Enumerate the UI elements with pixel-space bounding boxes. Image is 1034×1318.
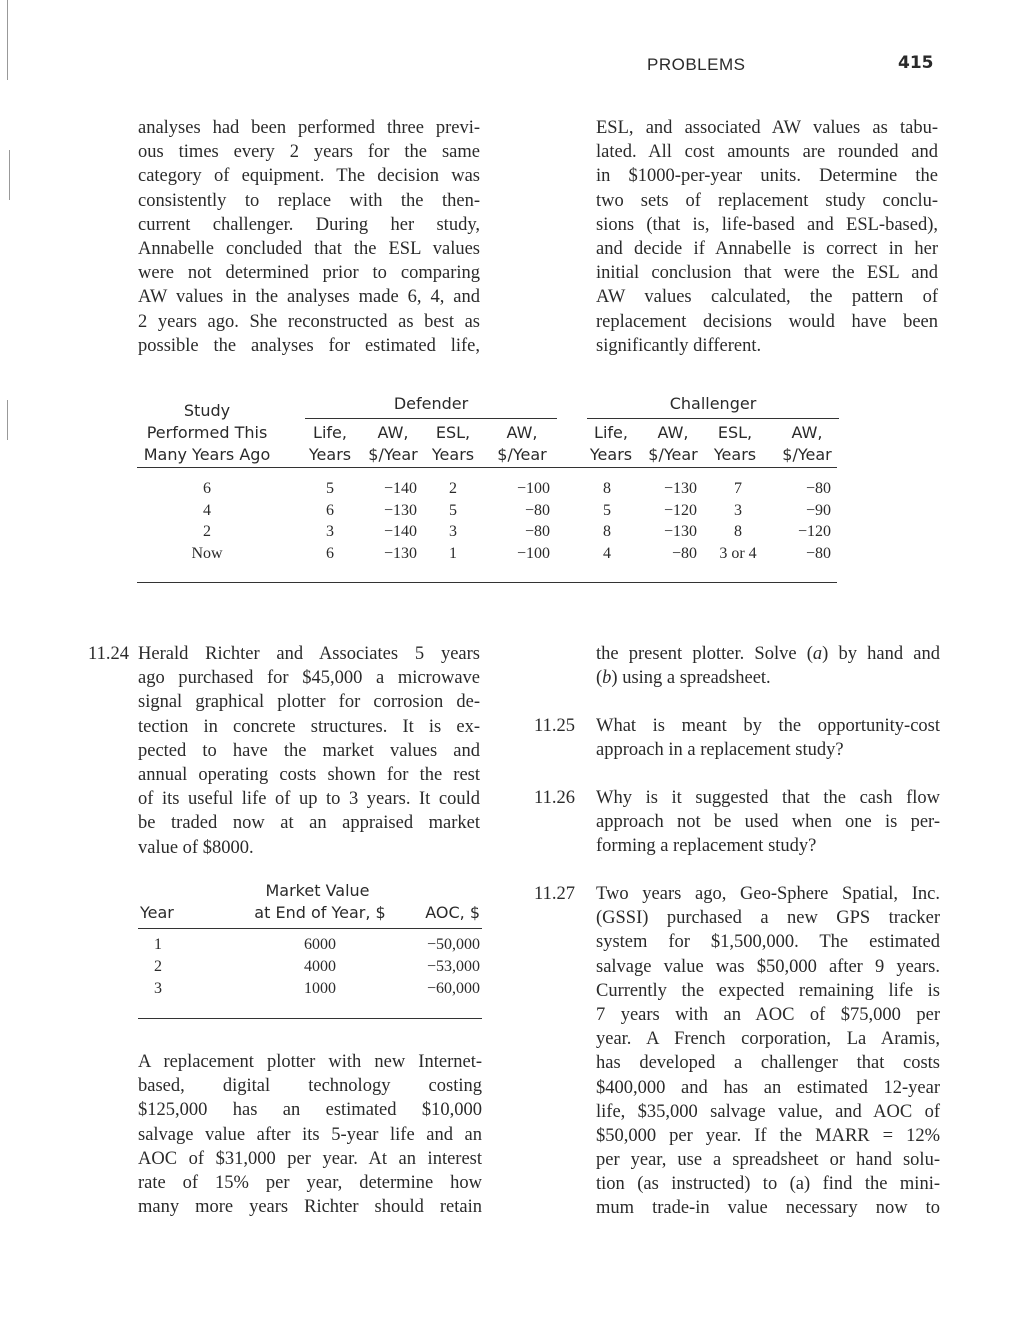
cell-mv: 1000 (304, 980, 336, 997)
cell-study: 6 (203, 480, 211, 497)
cell-study: Now (191, 544, 223, 562)
cell-ch-aw: −130 (663, 523, 697, 541)
cell-ch-life: 5 (603, 501, 611, 519)
cell-def-esl: 3 (449, 523, 457, 541)
text-line: system for $1,500,000. The estimated (596, 932, 940, 953)
text-line: value of $8000. (138, 837, 254, 858)
text-line: ago purchased for $45,000 a microwave (138, 668, 480, 689)
cell-mv: 4000 (304, 958, 336, 975)
text-line: life, $35,000 salvage value, and AOC of (596, 1101, 940, 1122)
defender-header: Defender (393, 394, 469, 413)
table-row (137, 521, 837, 543)
text-line: two sets of replacement study conclu- (596, 190, 938, 211)
text-line: $125,000 has an estimated $10,000 (138, 1100, 482, 1121)
page-number: 415 (898, 53, 934, 73)
text-line: Two years ago, Geo-Sphere Spatial, Inc. (596, 884, 940, 904)
intro-left-column (138, 116, 480, 358)
mv-header-bottom: at End of Year, $ (254, 903, 386, 922)
text-line: approach not be used when one is per- (596, 812, 940, 833)
defender-group-rule (305, 418, 557, 419)
problem-11-24-text (138, 642, 480, 860)
cell-ch-life: 4 (603, 544, 611, 562)
subheader-top: AW, (657, 423, 689, 442)
mv-header-rule (138, 928, 482, 929)
cell-ch-aw2: −80 (805, 480, 831, 497)
subheader-life (585, 422, 637, 466)
text-line: in $1000-per-year units. Determine the (596, 166, 938, 187)
subheader-top: Life, (594, 423, 628, 442)
text-line: analyses had been performed three previ- (138, 118, 480, 138)
subheader-bottom: $/Year (497, 445, 547, 464)
text-line: ous times every 2 years for the same (138, 142, 480, 163)
text-line: $50,000 per year. If the MARR = 12% (596, 1125, 940, 1146)
table-bottom-rule (137, 582, 837, 583)
subheader-aw (492, 422, 552, 466)
mv-bottom-rule (138, 1018, 482, 1019)
cell-aoc: −50,000 (426, 936, 480, 953)
cell-def-aw2: −80 (524, 523, 550, 541)
problem-11-26-text (596, 786, 940, 859)
subheader-bottom: Years (308, 445, 352, 464)
subheader-aw (363, 422, 423, 466)
problem-11-25-text (596, 714, 940, 762)
cell-ch-aw2: −90 (805, 501, 831, 519)
subheader-top: AW, (377, 423, 409, 442)
cell-def-aw: −130 (383, 544, 417, 562)
text-line: Herald Richter and Associates 5 years (138, 644, 480, 664)
problem-11-24-right-cont (596, 642, 940, 690)
cell-ch-aw: −130 (663, 480, 697, 497)
text-line: (b) using a spreadsheet. (596, 668, 771, 689)
text-line: based, digital technology costing (138, 1076, 482, 1097)
subheader-top: Life, (313, 423, 347, 442)
problem-number-11-25: 11.25 (534, 716, 575, 736)
cell-def-aw: −130 (383, 501, 417, 519)
text-line: AW values calculated, the pattern of (596, 287, 938, 308)
cell-def-aw2: −80 (524, 501, 550, 519)
cell-def-aw2: −100 (516, 480, 550, 497)
text-line: has developed a challenger that costs (596, 1053, 940, 1074)
scan-edge-mark (9, 150, 10, 200)
cell-study: 4 (203, 501, 211, 519)
study-header-line: Performed This (146, 423, 268, 442)
cell-def-life: 3 (326, 523, 334, 541)
text-line: tection in concrete structures. It is ex- (138, 716, 480, 737)
problem-number-11-26: 11.26 (534, 788, 575, 808)
cell-ch-aw: −80 (671, 544, 697, 562)
text-line: signal graphical plotter for corrosion de- (138, 692, 480, 713)
text-line: lated. All cost amounts are rounded and (596, 142, 938, 163)
problem-11-24-text-cont (138, 1050, 482, 1219)
aoc-header: AOC, $ (425, 903, 480, 922)
cell-def-aw: −140 (383, 523, 417, 541)
subheader-bottom: Years (431, 445, 475, 464)
text-line: A replacement plotter with new Internet- (138, 1052, 482, 1072)
text-line: Currently the expected remaining life is (596, 980, 940, 1001)
subheader-top: ESL, (435, 423, 471, 442)
table-row (137, 500, 837, 522)
market-value-table (138, 879, 482, 1021)
problem-number-11-24: 11.24 (88, 644, 129, 664)
text-line: pected to have the market values and (138, 740, 480, 761)
problem-11-27-text (596, 882, 940, 1221)
subheader-bottom: $/Year (368, 445, 418, 464)
cell-def-aw2: −100 (516, 544, 550, 562)
text-line: rate of 15% per year, determine how (138, 1172, 482, 1193)
running-header: PROBLEMS (647, 55, 746, 74)
replacement-study-table (137, 392, 837, 587)
cell-year: 2 (154, 958, 162, 975)
text-line: initial conclusion that were the ESL and (596, 263, 938, 284)
cell-def-esl: 2 (449, 480, 457, 497)
text-line: (GSSI) purchased a new GPS tracker (596, 908, 940, 929)
cell-def-esl: 5 (449, 501, 457, 519)
subheader-top: AW, (506, 423, 538, 442)
mv-header-top: Market Value (265, 881, 370, 900)
text-line: of its useful life of up to 3 years. It could (138, 789, 480, 810)
text-line: Why is it suggested that the cash flow (596, 788, 940, 808)
cell-aoc: −60,000 (426, 980, 480, 997)
scan-edge-mark (7, 0, 8, 80)
cell-ch-esl: 7 (734, 480, 742, 497)
cell-def-life: 5 (326, 480, 334, 497)
text-line: many more years Richter should retain (138, 1197, 482, 1218)
text-line: current challenger. During her study, (138, 214, 480, 235)
scan-edge-mark (7, 400, 8, 440)
text-line: be traded now at an appraised market (138, 813, 480, 834)
text-line: tion (as instructed) to (a) find the mini- (596, 1174, 940, 1195)
subheader-bottom: Years (589, 445, 633, 464)
text-line: approach in a replacement study? (596, 740, 844, 761)
cell-ch-aw2: −80 (805, 544, 831, 562)
cell-ch-esl: 8 (734, 523, 742, 541)
text-line: What is meant by the opportunity-cost (596, 716, 940, 736)
cell-ch-aw2: −120 (797, 523, 831, 541)
text-line: category of equipment. The decision was (138, 166, 480, 187)
text-line: per year, use a spreadsheet or hand solu- (596, 1150, 940, 1171)
cell-ch-esl: 3 or 4 (719, 544, 757, 562)
text-line: annual operating costs shown for the rest (138, 764, 480, 785)
challenger-group-rule (587, 418, 839, 419)
subheader-top: ESL, (717, 423, 753, 442)
text-line: 7 years with an AOC of $75,000 per (596, 1004, 940, 1025)
text-line: sions (that is, life-based and ESL-based), (596, 214, 938, 235)
text-line: AOC of $31,000 per year. At an interest (138, 1148, 482, 1169)
cell-def-life: 6 (326, 544, 334, 562)
text-line: the present plotter. Solve (a) by hand and (596, 644, 940, 664)
text-line: Annabelle concluded that the ESL values (138, 238, 480, 259)
text-line: 2 years ago. She reconstructed as best as (138, 311, 480, 332)
year-header: Year (140, 903, 174, 922)
cell-year: 3 (154, 980, 162, 997)
subheader-aw (777, 422, 837, 466)
cell-ch-life: 8 (603, 480, 611, 497)
intro-right-column (596, 116, 938, 358)
text-line: year. A French corporation, La Aramis, (596, 1029, 940, 1050)
cell-aoc: −53,000 (426, 958, 480, 975)
subheader-bottom: $/Year (782, 445, 832, 464)
challenger-header: Challenger (669, 394, 757, 413)
subheader-esl (427, 422, 479, 466)
cell-mv: 6000 (304, 936, 336, 953)
text-line: replacement decisions would have been (596, 311, 938, 332)
subheader-bottom: $/Year (648, 445, 698, 464)
text-line: $400,000 and has an estimated 12-year (596, 1077, 940, 1098)
text-line: possible the analyses for estimated life, (138, 335, 480, 356)
study-header (137, 400, 277, 466)
cell-ch-esl: 3 (734, 501, 742, 519)
text-line: AW values in the analyses made 6, 4, and (138, 287, 480, 308)
text-line: and decide if Annabelle is correct in her (596, 238, 938, 259)
cell-ch-aw: −120 (663, 501, 697, 519)
subheader-bottom: Years (713, 445, 757, 464)
cell-ch-life: 8 (603, 523, 611, 541)
text-line: ESL, and associated AW values as tabu- (596, 118, 938, 138)
cell-def-aw: −140 (383, 480, 417, 497)
study-header-line: Study (183, 401, 231, 420)
text-line: consistently to replace with the then- (138, 190, 480, 211)
text-line: salvage value after its 5-year life and an (138, 1124, 482, 1145)
cell-study: 2 (203, 523, 211, 541)
text-line: significantly different. (596, 335, 762, 356)
table-row (137, 543, 837, 565)
study-header-line: Many Years Ago (143, 445, 271, 464)
text-line: forming a replacement study? (596, 836, 817, 857)
cell-def-esl: 1 (449, 544, 457, 562)
table-row (137, 478, 837, 500)
subheader-top: AW, (791, 423, 823, 442)
cell-year: 1 (154, 936, 162, 953)
header-bottom-rule (137, 467, 837, 468)
text-line: salvage value was $50,000 after 9 years. (596, 956, 940, 977)
subheader-aw (643, 422, 703, 466)
subheader-esl (709, 422, 761, 466)
subheader-life (305, 422, 355, 466)
text-line: were not determined prior to comparing (138, 263, 480, 284)
cell-def-life: 6 (326, 501, 334, 519)
text-line: mum trade-in value necessary now to (596, 1198, 940, 1219)
problem-number-11-27: 11.27 (534, 884, 575, 904)
